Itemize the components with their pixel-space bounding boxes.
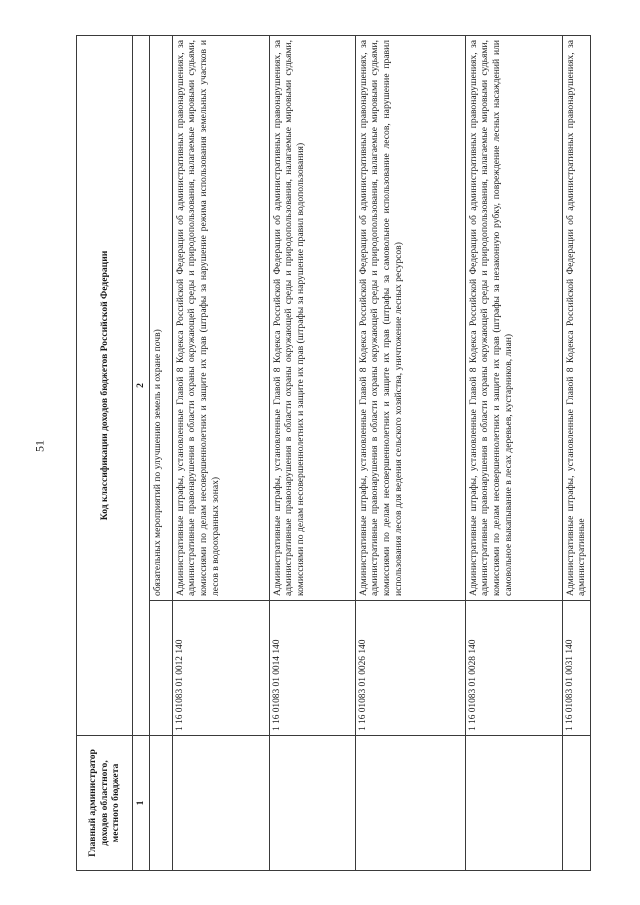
revenue-code: 1 16 01083 01 0012 140 bbox=[172, 601, 269, 736]
revenue-description: Административные штрафы, установленные Главой 8 Кодекса Российской Федерации об административных правонарушениях, за административные правонарушения в области охраны окружающей среды и природопользования, налагаемые мировыми судьями, комиссиями по делам несовершеннолетних и защите их прав (штрафы за нарушение режима использования земельных участков и лесов в водоохранных зонах) bbox=[172, 36, 269, 601]
document-table-rotated bbox=[76, 36, 606, 871]
revenue-code: 1 16 01083 01 0031 140 bbox=[562, 601, 590, 736]
empty-cell bbox=[465, 736, 562, 871]
empty-cell bbox=[269, 736, 355, 871]
header-main-administrator: Главный администратор доходов областного, местного бюджета bbox=[77, 736, 133, 871]
revenue-description: Административные штрафы, установленные Главой 8 Кодекса Российской Федерации об административных правонарушениях, за административные правонарушения в области охраны окружающей среды и природопользования, налагаемые мировыми судьями, комиссиями по делам несовершеннолетних и защите их прав (штрафы за нарушение правил водопользования) bbox=[269, 36, 355, 601]
empty-cell bbox=[149, 601, 172, 736]
empty-cell bbox=[562, 736, 590, 871]
table-row bbox=[355, 36, 465, 871]
empty-cell bbox=[355, 736, 465, 871]
revenue-code: 1 16 01083 01 0014 140 bbox=[269, 601, 355, 736]
revenue-description: Административные штрафы, установленные Главой 8 Кодекса Российской Федерации об административных правонарушениях, за административные правонарушения в области охраны окружающей среды и природопользования, налагаемые мировыми судьями, комиссиями по делам несовершеннолетних и защите их прав (штрафы за самовольное использование лесов, нарушение правил использования лесов для ведения сельского хозяйства, уничтожение лесных ресурсов) bbox=[355, 36, 465, 601]
header-classification-code: Код классификации доходов бюджетов Российской Федерации bbox=[77, 36, 133, 736]
column-number-1: 1 bbox=[133, 736, 150, 871]
empty-cell bbox=[149, 736, 172, 871]
page-number: 51 bbox=[32, 440, 47, 452]
revenue-description: Административные штрафы, установленные Главой 8 Кодекса Российской Федерации об административных правонарушениях, за административные bbox=[562, 36, 590, 601]
empty-cell bbox=[172, 736, 269, 871]
column-number-2: 2 bbox=[133, 36, 150, 736]
table-row bbox=[269, 36, 355, 871]
table-row bbox=[465, 36, 562, 871]
revenue-classification-table bbox=[76, 35, 591, 871]
table-row bbox=[172, 36, 269, 871]
revenue-code: 1 16 01083 01 0026 140 bbox=[355, 601, 465, 736]
continuation-text: обязательных мероприятий по улучшению земель и охране почв) bbox=[149, 36, 172, 601]
revenue-description: Административные штрафы, установленные Главой 8 Кодекса Российской Федерации об административных правонарушениях, за административные правонарушения в области охраны окружающей среды и природопользования, налагаемые мировыми судьями, комиссиями по делам несовершеннолетних и защите их прав (штрафы за незаконную рубку, повреждение лесных насаждений или самовольное выкапывание в лесах деревьев, кустарников, лиан) bbox=[465, 36, 562, 601]
table-row bbox=[562, 36, 590, 871]
revenue-code: 1 16 01083 01 0028 140 bbox=[465, 601, 562, 736]
